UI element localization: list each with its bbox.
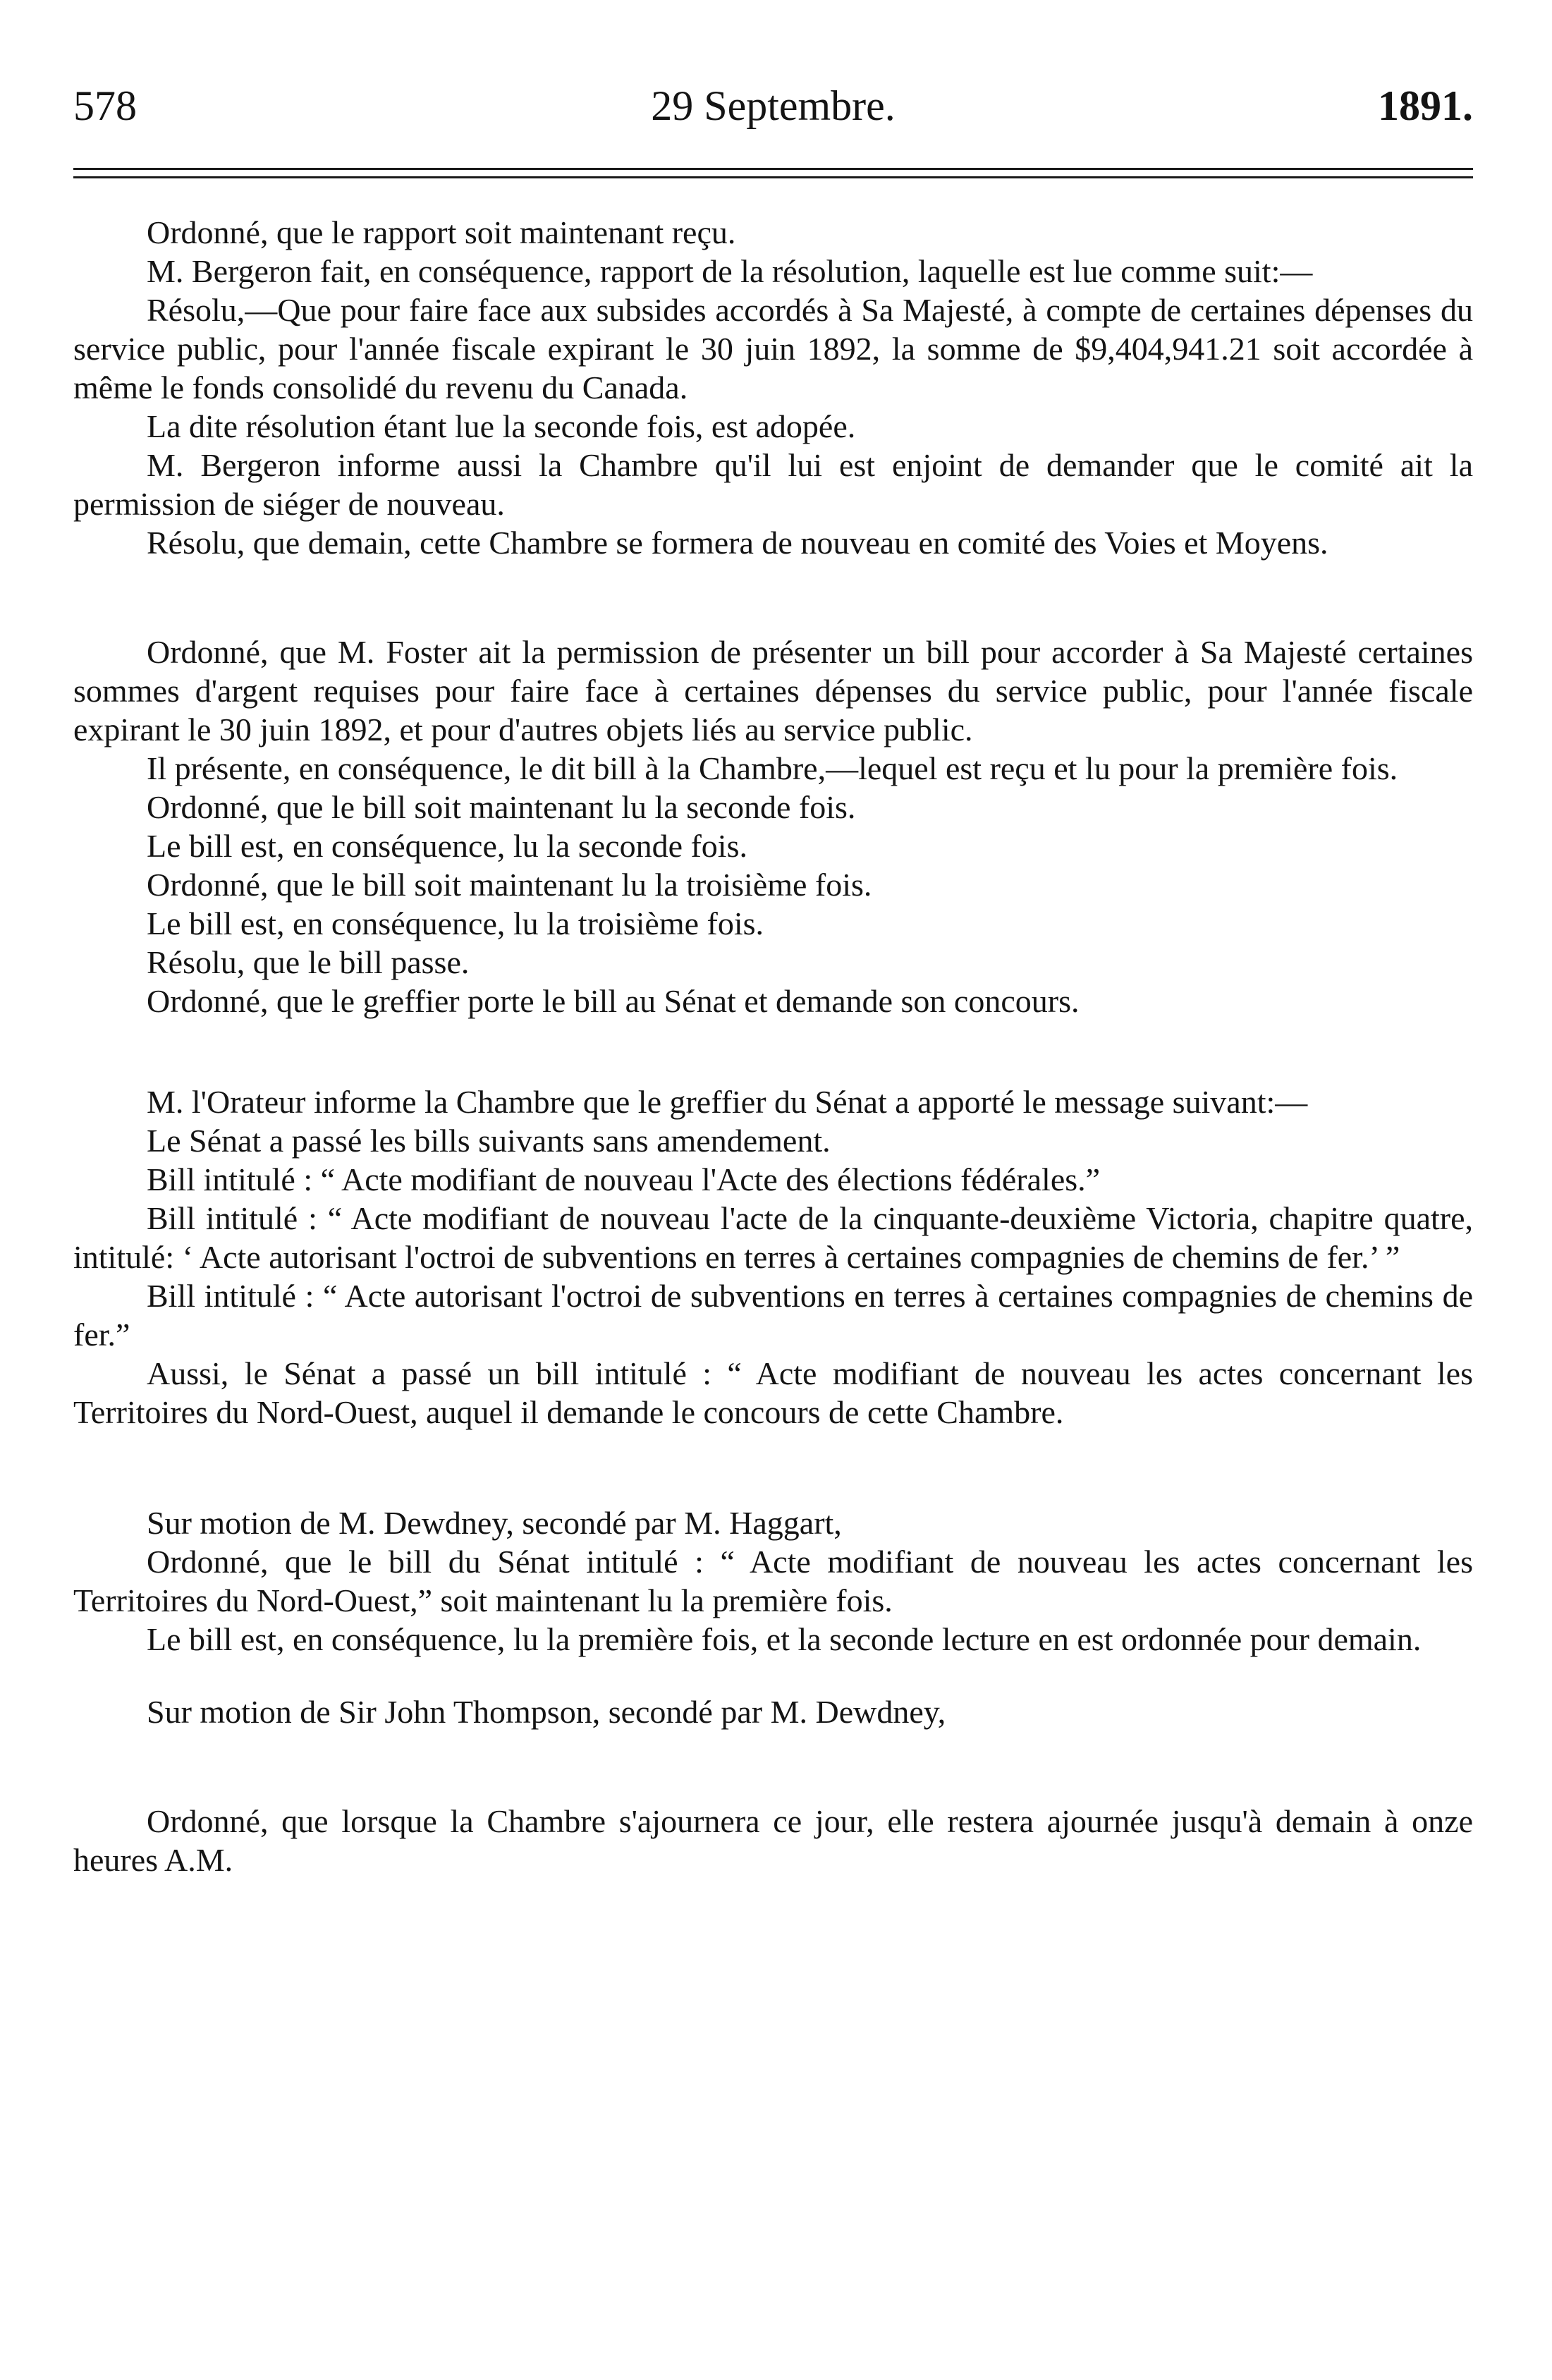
paragraph: Résolu,—Que pour faire face aux subsides accordés à Sa Majesté, à compte de certaines dépenses du service public, pour l'année fiscale expirant le 30 juin 1892, la somme de $9,404,941.21 soit accordée à même le fonds consolidé du revenu du Canada. [73,292,1473,405]
paragraph: Résolu, que le bill passe. [147,944,470,980]
journal-body [73,213,1473,1879]
paragraph: Sur motion de M. Dewdney, secondé par M. Haggart, [147,1505,842,1541]
paragraph: Le Sénat a passé les bills suivants sans amendement. [147,1123,831,1159]
paragraph: Sur motion de Sir John Thompson, secondé par M. Dewdney, [147,1694,946,1730]
paragraph: Résolu, que demain, cette Chambre se formera de nouveau en comité des Voies et Moyens. [147,525,1328,561]
paragraph: Bill intitulé : “ Acte modifiant de nouveau l'Acte des élections fédérales.” [147,1161,1101,1197]
paragraph: Ordonné, que M. Foster ait la permission de présenter un bill pour accorder à Sa Majesté certaines sommes d'argent requises pour faire face à certaines dépenses du service public, pour l'année fiscale expirant le 30 juin 1892, et pour d'autres objets liés au service public. [73,634,1473,747]
paragraph: Ordonné, que le bill soit maintenant lu la troisième fois. [147,867,872,903]
paragraph: M. Bergeron fait, en conséquence, rapport de la résolution, laquelle est lue comme suit:— [147,253,1313,289]
page-header [73,78,1473,134]
paragraph: Aussi, le Sénat a passé un bill intitulé : “ Acte modifiant de nouveau les actes concernant les Territoires du Nord-Ouest, auquel il demande le concours de cette Chambre. [73,1355,1473,1430]
header-rule-top [73,168,1473,170]
paragraph: La dite résolution étant lue la seconde fois, est adopée. [147,408,856,444]
paragraph: Le bill est, en conséquence, lu la troisième fois. [147,905,764,941]
paragraph: Le bill est, en conséquence, lu la première fois, et la seconde lecture en est ordonnée pour demain. [147,1621,1422,1657]
paragraph: Ordonné, que le bill du Sénat intitulé : “ Acte modifiant de nouveau les actes concernant les Territoires du Nord-Ouest,” soit maintenant lu la première fois. [73,1544,1473,1618]
paragraph: M. Bergeron informe aussi la Chambre qu'il lui est enjoint de demander que le comité ait la permission de siéger de nouveau. [73,447,1473,522]
header-rule-bottom [73,176,1473,178]
header-date: 29 Septembre. [651,83,896,129]
page-number: 578 [73,83,137,129]
paragraph: Il présente, en conséquence, le dit bill à la Chambre,—lequel est reçu et lu pour la première fois. [147,750,1398,786]
paragraph: Bill intitulé : “ Acte autorisant l'octroi de subventions en terres à certaines compagnies de chemins de fer.” [73,1278,1473,1353]
paragraph: Ordonné, que le rapport soit maintenant reçu. [147,214,736,250]
paragraph: Ordonné, que le greffier porte le bill au Sénat et demande son concours. [147,983,1080,1019]
paragraph: Ordonné, que lorsque la Chambre s'ajournera ce jour, elle restera ajournée jusqu'à demain à onze heures A.M. [73,1803,1473,1878]
paragraph: Le bill est, en conséquence, lu la seconde fois. [147,828,747,864]
paragraph: Ordonné, que le bill soit maintenant lu la seconde fois. [147,789,856,825]
paragraph: Bill intitulé : “ Acte modifiant de nouveau l'acte de la cinquante-deuxième Victoria, chapitre quatre, intitulé: ‘ Acte autorisant l'octroi de subventions en terres à certaines compagnies de chemins de fer.’ ” [73,1200,1473,1275]
header-year: 1891. [1378,83,1473,129]
paragraph: M. l'Orateur informe la Chambre que le greffier du Sénat a apporté le message suivant:— [147,1084,1308,1120]
